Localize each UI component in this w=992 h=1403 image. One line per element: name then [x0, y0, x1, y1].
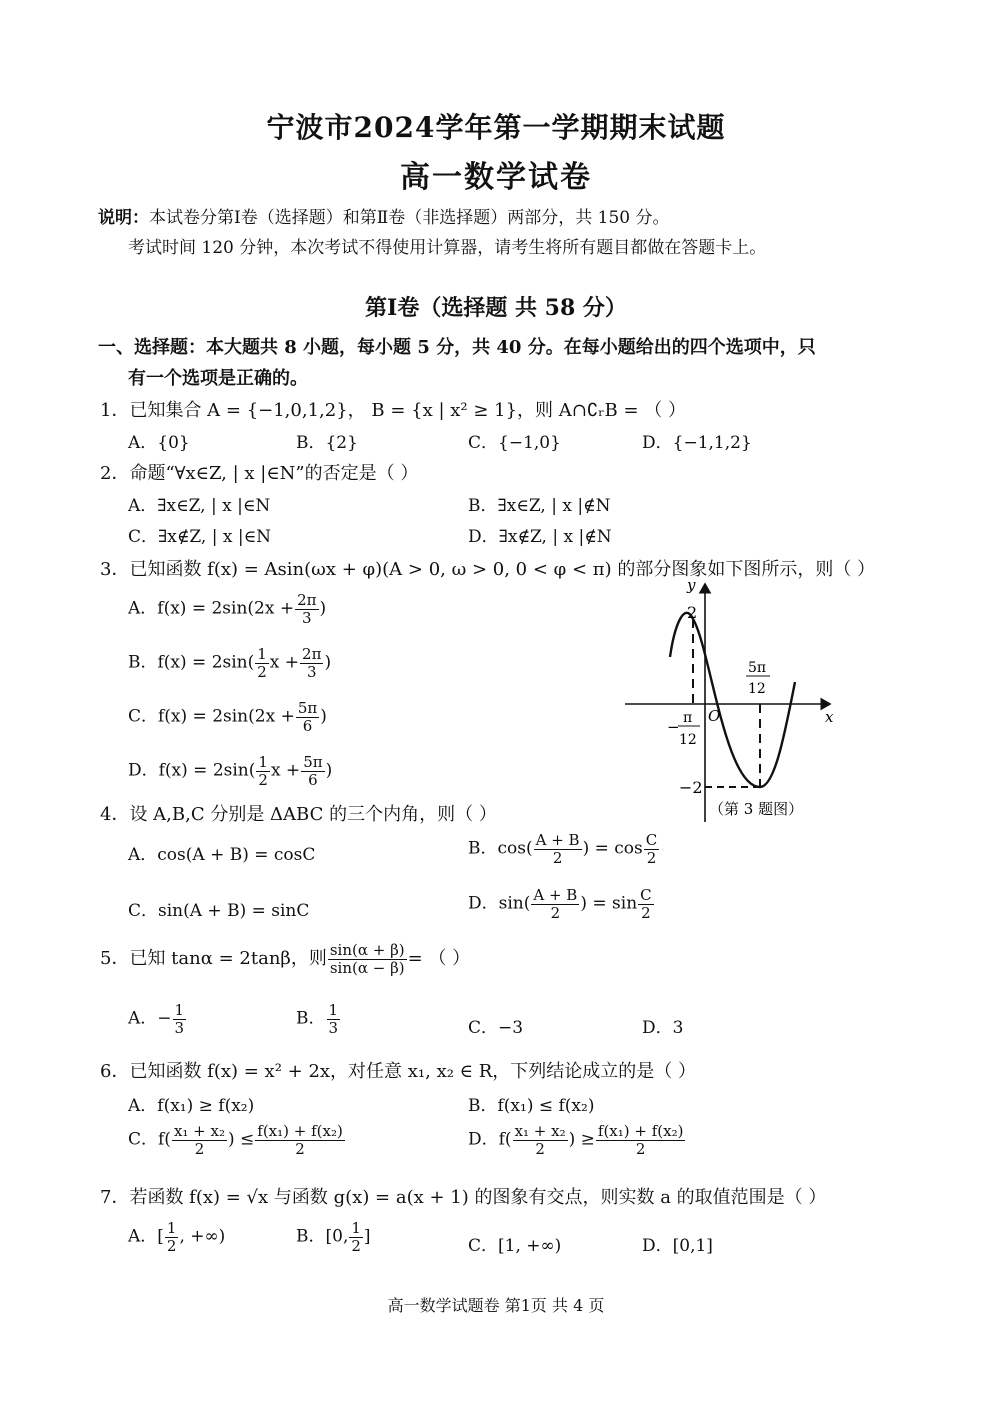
- instructions-text1: 本试卷分第Ⅰ卷（选择题）和第Ⅱ卷（非选择题）两部分，共 150 分。: [149, 208, 670, 228]
- q3-option-b: [128, 646, 331, 680]
- q3-d-num1: 1: [258, 753, 268, 771]
- q6-option-c: [128, 1123, 346, 1157]
- q5-stem-frac: [328, 942, 407, 976]
- q4-b-mid: ) = cos: [582, 838, 643, 859]
- q3-a-frac: [295, 592, 318, 626]
- sine-curve: [670, 613, 795, 787]
- x-left-den: 12: [679, 732, 697, 748]
- q4-d-den2: 2: [641, 903, 651, 922]
- q1-option-d: D．{−1,1,2}: [642, 433, 752, 453]
- q4-option-a: A．cos(A + B) = cosC: [128, 845, 316, 865]
- q3-b-mid: x +: [269, 652, 300, 673]
- q3-b-pre: B．f(x) = 2sin(: [128, 652, 255, 673]
- q3-option-d: [128, 754, 332, 788]
- q6-c-mid: ) ≤: [228, 1129, 255, 1150]
- q3-a-den: 3: [302, 608, 312, 627]
- q7-b-pre: B．[0,: [296, 1226, 349, 1247]
- q3-d-frac1: [256, 754, 270, 788]
- q3-b-den1: 2: [257, 662, 267, 681]
- q5-a-den: 3: [174, 1018, 185, 1037]
- q5-option-a: [128, 1002, 187, 1036]
- y-axis-label: y: [687, 576, 696, 594]
- q3-option-a: [128, 592, 326, 626]
- q3-c-den: 6: [302, 716, 313, 735]
- q5-b-den: 3: [328, 1018, 339, 1037]
- q1-option-b: B．{2}: [296, 433, 358, 453]
- q3-b-post: ): [324, 652, 332, 673]
- q5-a-frac: [173, 1002, 187, 1036]
- q4-d-num: A + B: [533, 886, 578, 904]
- q5-a-num: 1: [174, 1001, 185, 1019]
- instructions-line1: [98, 203, 670, 228]
- q6-d-den2: 2: [635, 1139, 646, 1158]
- y-max-label: 2: [687, 603, 698, 622]
- q4-b-frac1: [534, 832, 582, 866]
- q6-c-num2: f(x₁) + f(x₂): [257, 1122, 343, 1140]
- q3-b-frac1: [255, 646, 269, 680]
- figure-caption: （第 3 题图）: [709, 800, 804, 818]
- q7-a-den: 2: [166, 1236, 177, 1255]
- q5-option-b: [296, 1002, 341, 1036]
- q4-d-num2: C: [640, 886, 652, 904]
- q3-d-frac2: [301, 754, 324, 788]
- q5-a-pre: A．−: [128, 1008, 172, 1029]
- q4-option-b: [468, 832, 660, 866]
- q6-d-mid: ) ≥: [568, 1129, 595, 1150]
- exam-title: 宁波市2024学年第一学期期末试题: [266, 111, 726, 144]
- q7-b-num: 1: [351, 1219, 361, 1237]
- x-right-num: 5π: [748, 660, 767, 676]
- q3-option-c: [128, 700, 327, 734]
- q3-c-pre: C．f(x) = 2sin(2x +: [128, 706, 295, 727]
- q4-d-frac1: [531, 887, 579, 921]
- origin-label: O: [708, 707, 721, 725]
- q4-option-d: [468, 887, 655, 921]
- q3-a-pre: A．f(x) = 2sin(2x +: [128, 598, 295, 619]
- section-title: 第Ⅰ卷（选择题 共 58 分）: [365, 295, 627, 321]
- q3-d-pre: D．f(x) = 2sin(: [128, 760, 256, 781]
- q1-option-a: A．{0}: [128, 433, 190, 453]
- exam-subtitle: 高一数学试卷: [400, 160, 592, 195]
- q4-d-den: 2: [550, 903, 561, 922]
- q7-a-num: 1: [166, 1219, 177, 1237]
- y-min-label: −2: [679, 778, 703, 797]
- x-left-num: π: [683, 710, 693, 726]
- q6-d-num: x₁ + x₂: [514, 1122, 566, 1140]
- q3-c-post: ): [320, 706, 327, 727]
- q6-d-frac2: [596, 1123, 686, 1157]
- q3-stem: 3．已知函数 f(x) = Asin(ωx + φ)(A > 0, ω > 0, 0 < φ < π) 的部分图象如下图所示，则（ ）: [100, 559, 876, 580]
- q6-c-pre: C．f(: [128, 1129, 171, 1150]
- q5-den: sin(α − β): [329, 958, 405, 977]
- q7-option-c: C．[1, +∞): [468, 1236, 562, 1256]
- q4-b-den: 2: [552, 848, 563, 867]
- q2-stem: 2．命题“∀x∈Z, | x |∈N”的否定是（ ）: [100, 463, 419, 484]
- q3-b-frac2: [300, 646, 323, 680]
- q4-stem: 4．设 A,B,C 分别是 ΔABC 的三个内角，则（ ）: [100, 804, 497, 825]
- q1-stem: 1．已知集合 A = {−1,0,1,2}， B = {x | x² ≥ 1}，则 A∩∁ᵣB = （ ）: [100, 400, 687, 421]
- q5-b-frac: [327, 1002, 341, 1036]
- q1-option-c: C．{−1,0}: [468, 433, 561, 453]
- q6-c-den: 2: [194, 1139, 205, 1158]
- q3-a-post: ): [319, 598, 327, 619]
- q4-d-frac2: [638, 887, 653, 921]
- instructions-line2: 考试时间 120 分钟，本次考试不得使用计算器，请考生将所有题目都做在答题卡上。: [128, 238, 767, 258]
- q7-b-post: ]: [363, 1226, 371, 1247]
- q3-d-den1: 2: [258, 770, 268, 789]
- q3-sine-graph: [615, 572, 845, 832]
- q4-d-mid: ) = sin: [580, 893, 638, 914]
- q3-d-num2: 5π: [303, 753, 323, 771]
- q4-b-den2: 2: [646, 848, 657, 867]
- q5-option-d: D．3: [642, 1018, 684, 1038]
- q6-option-b: B．f(x₁) ≤ f(x₂): [468, 1096, 595, 1116]
- q4-b-frac2: [644, 832, 659, 866]
- q6-d-den: 2: [535, 1139, 545, 1158]
- x-right-den: 12: [748, 681, 766, 697]
- q6-d-num2: f(x₁) + f(x₂): [597, 1122, 684, 1140]
- q7-a-frac: [165, 1220, 179, 1254]
- q4-option-c: C．sin(A + B) = sinC: [128, 901, 310, 921]
- q2-option-b: B．∃x∈Z, | x |∉N: [468, 496, 611, 516]
- q6-c-den2: 2: [295, 1139, 305, 1158]
- q7-b-den: 2: [351, 1236, 361, 1255]
- q3-b-num1: 1: [257, 645, 267, 663]
- instructions-label: 说明：: [98, 208, 149, 228]
- part1-heading-line2: 有一个选项是正确的。: [128, 368, 308, 389]
- q5-num: sin(α + β): [329, 941, 405, 959]
- q6-d-frac1: [513, 1123, 568, 1157]
- q6-c-num: x₁ + x₂: [173, 1122, 225, 1140]
- q5-stem: [100, 942, 470, 976]
- q7-b-frac: [349, 1220, 363, 1254]
- q6-c-frac1: [172, 1123, 227, 1157]
- q3-c-num: 5π: [297, 699, 318, 717]
- q6-c-frac2: [255, 1123, 345, 1157]
- q7-a-post: , +∞): [179, 1226, 226, 1247]
- q2-option-c: C．∃x∉Z, | x |∈N: [128, 527, 272, 547]
- q6-option-d: [468, 1123, 686, 1157]
- q4-b-num2: C: [645, 831, 658, 849]
- q7-option-b: [296, 1220, 371, 1254]
- q6-d-pre: D．f(: [468, 1129, 512, 1150]
- q7-option-a: [128, 1220, 225, 1254]
- x-axis-label: x: [825, 708, 834, 726]
- q4-b-pre: B．cos(: [468, 838, 533, 859]
- q5-option-c: C．−3: [468, 1018, 524, 1038]
- q7-stem: 7．若函数 f(x) = √x 与函数 g(x) = a(x + 1) 的图象有交点，则实数 a 的取值范围是（ ）: [100, 1187, 827, 1208]
- q2-option-a: A．∃x∈Z, | x |∈N: [128, 496, 271, 516]
- q3-d-mid: x +: [270, 760, 301, 781]
- q3-c-frac: [296, 700, 319, 734]
- q5-b-pre: B．: [296, 1008, 326, 1029]
- q4-d-pre: D．sin(: [468, 893, 531, 914]
- q3-d-den2: 6: [308, 770, 318, 789]
- q6-stem: 6．已知函数 f(x) = x² + 2x，对任意 x₁, x₂ ∈ R，下列结论成立的是（ ）: [100, 1061, 696, 1082]
- page-footer: 高一数学试题卷 第1页 共 4 页: [387, 1296, 605, 1315]
- q2-option-d: D．∃x∉Z, | x |∉N: [468, 527, 612, 547]
- q3-d-post: ): [325, 760, 333, 781]
- q5-stem-post: = （ ）: [407, 948, 471, 969]
- x-left-sign: −: [667, 718, 680, 736]
- q6-option-a: A．f(x₁) ≥ f(x₂): [128, 1096, 255, 1116]
- part1-heading-line1: 一、选择题：本大题共 8 小题，每小题 5 分，共 40 分。在每小题给出的四个选项中，只: [98, 337, 816, 358]
- q5-stem-pre: 5．已知 tanα = 2tanβ，则: [100, 948, 327, 969]
- q3-b-den2: 3: [306, 662, 317, 681]
- q5-b-num: 1: [328, 1001, 339, 1019]
- q7-option-d: D．[0,1]: [642, 1236, 713, 1256]
- q3-b-num2: 2π: [302, 645, 322, 663]
- q3-a-num: 2π: [297, 591, 317, 609]
- q7-a-pre: A．[: [128, 1226, 164, 1247]
- q4-b-num: A + B: [535, 831, 580, 849]
